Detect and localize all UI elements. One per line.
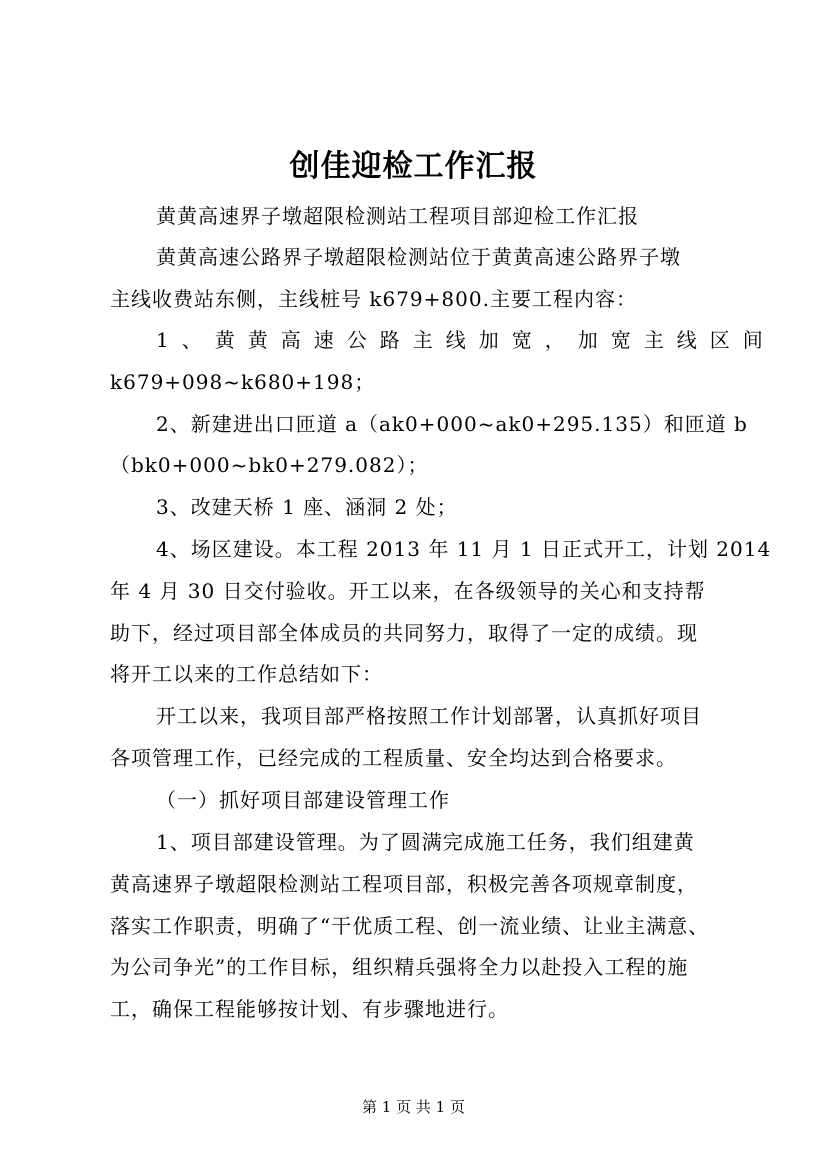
paragraph-line: 落实工作职责，明确了“干优质工程、创一流业绩、让业主满意、	[110, 914, 710, 938]
paragraph-line: 黄高速界子墩超限检测站工程项目部，积极完善各项规章制度，	[110, 872, 698, 896]
paragraph-line: 开工以来，我项目部严格按照工作计划部署，认真抓好项目	[156, 704, 702, 728]
paragraph-line: 1、项目部建设管理。为了圆满完成施工任务，我们组建黄	[156, 830, 695, 854]
paragraph-line: 黄黄高速公路界子墩超限检测站位于黄黄高速公路界子墩	[156, 245, 681, 269]
subtitle-line: 黄黄高速界子墩超限检测站工程项目部迎检工作汇报	[156, 204, 639, 228]
document-title: 创佳迎检工作汇报	[289, 149, 538, 184]
paragraph-line: 3、改建天桥 1 座、涵洞 2 处；	[156, 495, 458, 519]
section-heading: （一）抓好项目部建设管理工作	[156, 788, 450, 812]
paragraph-line: （bk0+000~bk0+279.082）；	[110, 453, 429, 477]
paragraph-line: 4、场区建设。本工程 2013 年 11 月 1 日正式开工，计划 2014	[156, 537, 772, 561]
paragraph-line: 年 4 月 30 日交付验收。开工以来，在各级领导的关心和支持帮	[110, 579, 706, 603]
paragraph-line: k679+098~k680+198；	[110, 370, 376, 394]
paragraph-line: 主线收费站东侧，主线桩号 k679+800.主要工程内容：	[110, 287, 637, 311]
paragraph-line: 将开工以来的工作总结如下：	[110, 662, 383, 686]
paragraph-line: 1、黄黄高速公路主线加宽，加宽主线区间	[156, 328, 776, 352]
paragraph-line: 各项管理工作，已经完成的工程质量、安全均达到合格要求。	[110, 746, 677, 770]
paragraph-line: 助下，经过项目部全体成员的共同努力，取得了一定的成绩。现	[110, 621, 698, 645]
page-footer: 第 1 页 共 1 页	[362, 1098, 465, 1116]
paragraph-line: 工，确保工程能够按计划、有步骤地进行。	[110, 997, 509, 1021]
paragraph-line: 为公司争光”的工作目标，组织精兵强将全力以赴投入工程的施	[110, 955, 689, 979]
paragraph-line: 2、新建进出口匝道 a（ak0+000~ak0+295.135）和匝道 b	[156, 412, 748, 436]
